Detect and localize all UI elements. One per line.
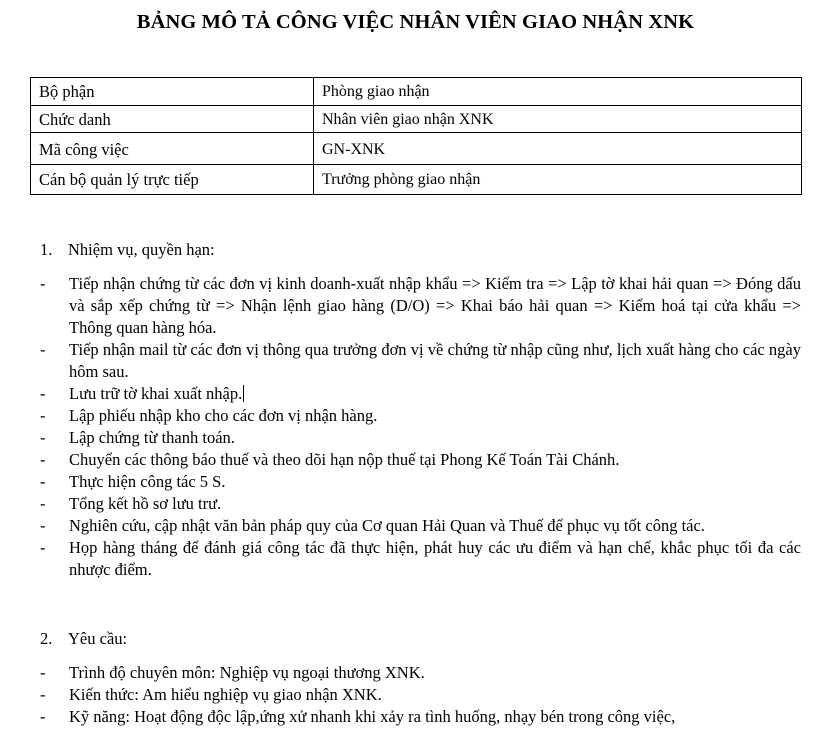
section-title: Yêu cầu:: [68, 629, 128, 648]
text-cursor: [243, 385, 244, 402]
list-item: [40, 405, 801, 427]
list-item-text: Trình độ chuyên môn: Nghiệp vụ ngoại thương XNK.: [69, 663, 425, 682]
manager-label: Cán bộ quản lý trực tiếp: [31, 165, 314, 195]
bullet-dash: -: [40, 516, 46, 535]
bullet-dash: -: [40, 538, 46, 557]
list-item: [40, 537, 801, 581]
list-item-text: Kỹ năng: Hoạt động độc lập,ứng xử nhanh khi xảy ra tình huống, nhạy bén trong công việc,: [69, 707, 676, 726]
list-item-text: Lập phiếu nhập kho cho các đơn vị nhận hàng.: [69, 406, 378, 425]
bullet-dash: -: [40, 685, 46, 704]
list-item-text: Nghiên cứu, cập nhật văn bản pháp quy của Cơ quan Hải Quan và Thuế để phục vụ tốt công tác.: [69, 516, 705, 535]
document-title: BẢNG MÔ TẢ CÔNG VIỆC NHÂN VIÊN GIAO NHẬN XNK: [136, 11, 695, 33]
bullet-dash: -: [40, 406, 46, 425]
table-row: [31, 133, 802, 165]
section-number: 1.: [40, 240, 53, 259]
bullet-dash: -: [40, 340, 46, 359]
section-heading-duties: [40, 240, 215, 260]
list-item: [40, 706, 801, 728]
list-item: [40, 339, 801, 383]
duties-list: [40, 273, 801, 581]
list-item: [40, 684, 801, 706]
list-item-text: Chuyển các thông báo thuế và theo dõi hạn nộp thuế tại Phong Kế Toán Tài Chánh.: [69, 450, 620, 469]
list-item: [40, 662, 801, 684]
job-title-value: Nhân viên giao nhận XNK: [314, 106, 802, 133]
job-code-value: GN-XNK: [314, 133, 802, 165]
table-row: [31, 106, 802, 133]
list-item-text: Tiếp nhận chứng từ các đơn vị kinh doanh-xuất nhập khẩu => Kiểm tra => Lập tờ khai hải quan => Đóng dấu và sắp xếp chứng từ => Nhận lệnh giao hàng (D/O) => Khai báo hải quan => Kiểm hoá tại cửa khẩu => Thông quan hàng hóa.: [69, 274, 801, 337]
department-value: Phòng giao nhận: [314, 78, 802, 106]
list-item: [40, 471, 801, 493]
bullet-dash: -: [40, 472, 46, 491]
section-title: Nhiệm vụ, quyền hạn:: [68, 240, 215, 259]
list-item-text: Kiến thức: Am hiểu nghiệp vụ giao nhận XNK.: [69, 685, 382, 704]
bullet-dash: -: [40, 707, 46, 726]
bullet-dash: -: [40, 428, 46, 447]
bullet-dash: -: [40, 663, 46, 682]
table-row: [31, 78, 802, 106]
department-label: Bộ phận: [31, 78, 314, 106]
job-code-label: Mã công việc: [31, 133, 314, 165]
job-title-label: Chức danh: [31, 106, 314, 133]
bullet-dash: -: [40, 274, 46, 293]
list-item: [40, 273, 801, 339]
list-item: [40, 449, 801, 471]
section-heading-requirements: [40, 629, 127, 649]
section-number: 2.: [40, 629, 53, 648]
job-info-table: [30, 77, 802, 195]
table-row: [31, 165, 802, 195]
manager-value: Trưởng phòng giao nhận: [314, 165, 802, 195]
list-item: [40, 493, 801, 515]
list-item: [40, 383, 801, 405]
list-item: [40, 427, 801, 449]
list-item-text: Thực hiện công tác 5 S.: [69, 472, 226, 491]
bullet-dash: -: [40, 494, 46, 513]
list-item: [40, 515, 801, 537]
requirements-list: [40, 662, 801, 728]
list-item-text: Tiếp nhận mail từ các đơn vị thông qua trưởng đơn vị về chứng từ nhập cũng như, lịch xuất hàng cho các ngày hôm sau.: [69, 340, 801, 381]
bullet-dash: -: [40, 450, 46, 469]
list-item-text: Họp hàng tháng để đánh giá công tác đã thực hiện, phát huy các ưu điểm và hạn chế, khắc phục tối đa các nhược điểm.: [69, 538, 801, 579]
list-item-text: Tổng kết hồ sơ lưu trư.: [69, 494, 222, 513]
bullet-dash: -: [40, 384, 46, 403]
list-item-text: Lưu trữ tờ khai xuất nhập.: [69, 384, 243, 403]
list-item-text: Lập chứng từ thanh toán.: [69, 428, 235, 447]
